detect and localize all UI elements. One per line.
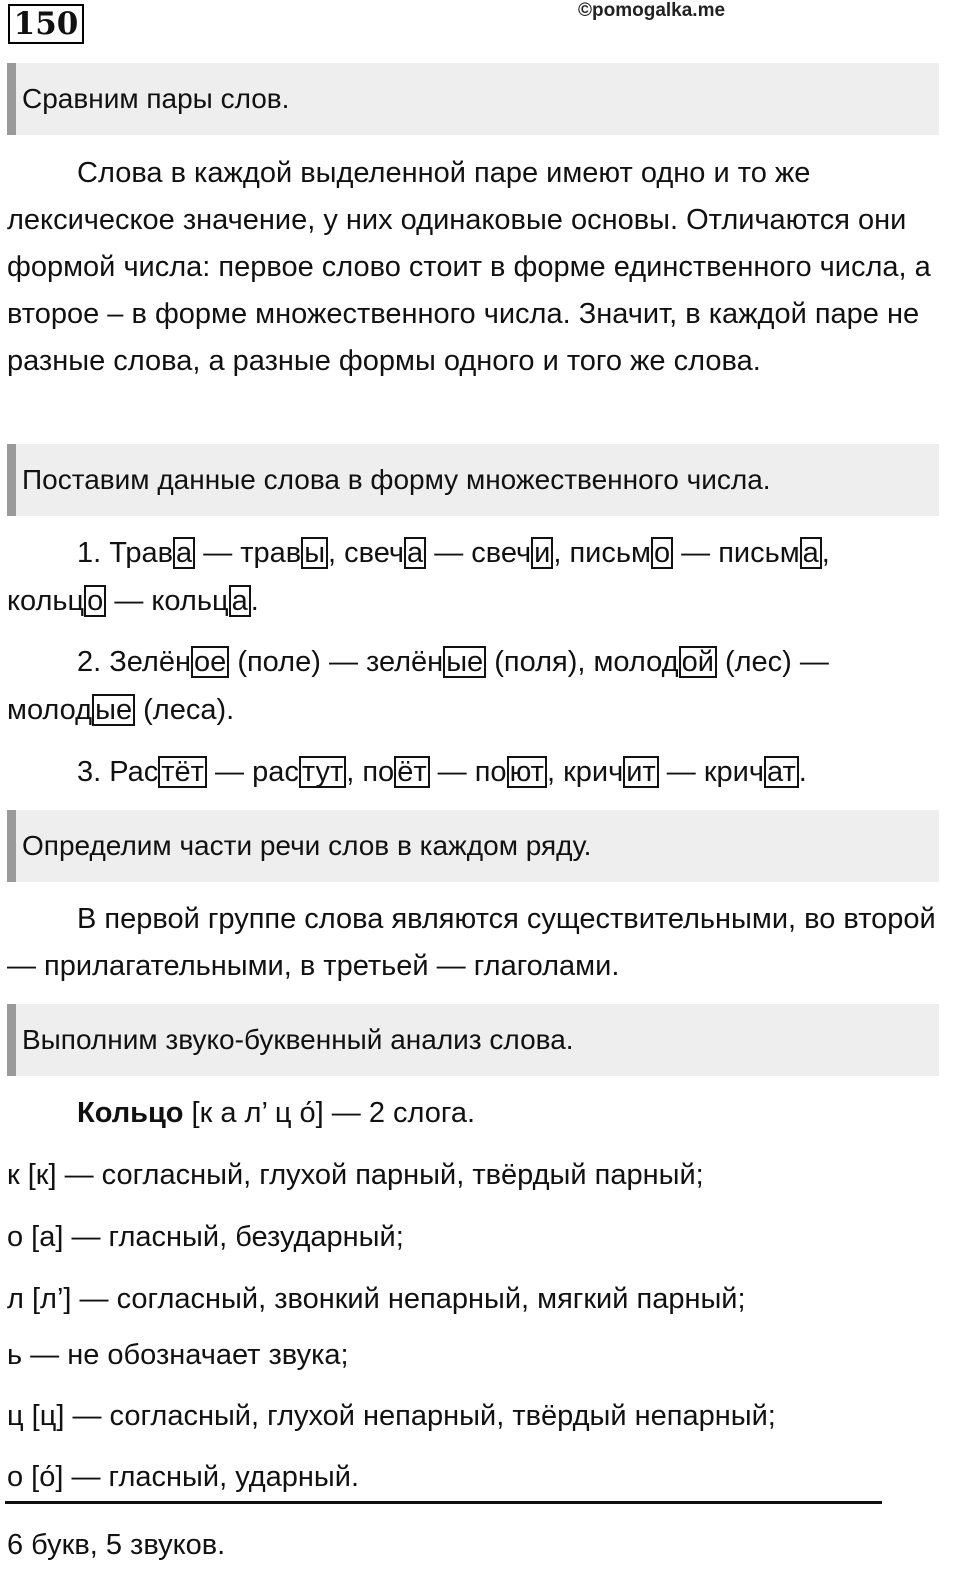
text-part: — трав — [195, 537, 302, 569]
sound-line: о [о́] — гласный, ударный. — [7, 1461, 360, 1493]
section-heading-parts-of-speech: Определим части речи слов в каждом ряду. — [7, 810, 939, 882]
ending-box: о — [651, 537, 673, 569]
task-number: 150 — [8, 4, 84, 44]
analysis-word-line — [77, 1093, 475, 1133]
ending-box: ит — [623, 756, 658, 788]
text-part: (поля), молод — [486, 646, 679, 678]
text-part: , — [821, 537, 830, 569]
text-part: . — [798, 756, 807, 788]
section-heading-plural: Поставим данные слова в форму множественного числа. — [7, 444, 939, 516]
ending-box: а — [229, 585, 251, 617]
text-part: — письм — [673, 537, 800, 569]
ending-box: а — [800, 537, 822, 569]
text-part: (леса). — [135, 694, 235, 726]
list-item-1 — [77, 533, 830, 573]
ending-box: о — [84, 585, 106, 617]
sound-line: л [л’] — согласный, звонкий непарный, мягкий парный; — [7, 1283, 746, 1315]
list-item-1-cont — [7, 581, 259, 621]
ending-box: ые — [92, 694, 135, 726]
text-part: , свеч — [328, 537, 405, 569]
summary-divider — [5, 1501, 882, 1504]
section-heading-analysis: Выполним звуко-буквенный анализ слова. — [7, 1004, 939, 1076]
analysis-word: Кольцо — [77, 1097, 184, 1129]
text-part: 2. Зелён — [77, 646, 191, 678]
ending-box: тёт — [158, 756, 207, 788]
ending-box: ёт — [394, 756, 429, 788]
ending-box: ы — [301, 537, 328, 569]
text-part: молод — [7, 694, 93, 726]
explanation-paragraph: Слова в каждой выделенной паре имеют одно и то же лексическое значение, у них одинаковые основы. Отличаются они формой числа: первое слово стоит в форме единственного числа, а второе – в форме множественного числа. Значит, в каждой паре не разные слова, а разные формы одного и того же слова. — [7, 157, 931, 377]
text-part: — свеч — [426, 537, 532, 569]
text-part: , по — [346, 756, 395, 788]
transcription: [к а л’ ц о́] — 2 слога. — [183, 1097, 476, 1129]
list-item-2-cont — [7, 690, 234, 730]
text-part: — рас — [206, 756, 299, 788]
parts-of-speech-paragraph: В первой группе слова являются существительными, во второй — прилагательными, в третьей — глаголами. — [7, 903, 936, 982]
text-part: (поле) — зелён — [229, 646, 444, 678]
text-part: (лес) — — [716, 646, 829, 678]
ending-box: а — [404, 537, 426, 569]
ending-box: и — [531, 537, 553, 569]
text-part: — кольц — [106, 585, 229, 617]
watermark: ©pomogalka.me — [578, 0, 726, 21]
sound-line: о [а] — гласный, безударный; — [7, 1221, 404, 1253]
text-part: , письм — [553, 537, 651, 569]
ending-box: ое — [191, 646, 229, 678]
text-part: . — [250, 585, 259, 617]
text-part: 3. Рас — [77, 756, 159, 788]
sound-line: ь — не обозначает звука; — [7, 1339, 349, 1371]
ending-box: ют — [507, 756, 547, 788]
text-part: 1. Трав — [77, 537, 173, 569]
text-part: кольц — [7, 585, 85, 617]
text-part: — крич — [658, 756, 764, 788]
ending-box: а — [173, 537, 195, 569]
list-item-3 — [77, 752, 807, 792]
section-heading-compare: Сравним пары слов. — [7, 63, 939, 135]
ending-box: ые — [443, 646, 486, 678]
text-part: — по — [429, 756, 507, 788]
ending-box: ат — [764, 756, 799, 788]
summary-line: 6 букв, 5 звуков. — [7, 1529, 226, 1561]
sound-line: ц [ц] — согласный, глухой непарный, твёрдый непарный; — [7, 1400, 776, 1432]
list-item-2 — [77, 642, 829, 682]
ending-box: тут — [299, 756, 346, 788]
text-part: , крич — [546, 756, 624, 788]
ending-box: ой — [679, 646, 717, 678]
sound-line: к [к] — согласный, глухой парный, твёрдый парный; — [7, 1159, 704, 1191]
